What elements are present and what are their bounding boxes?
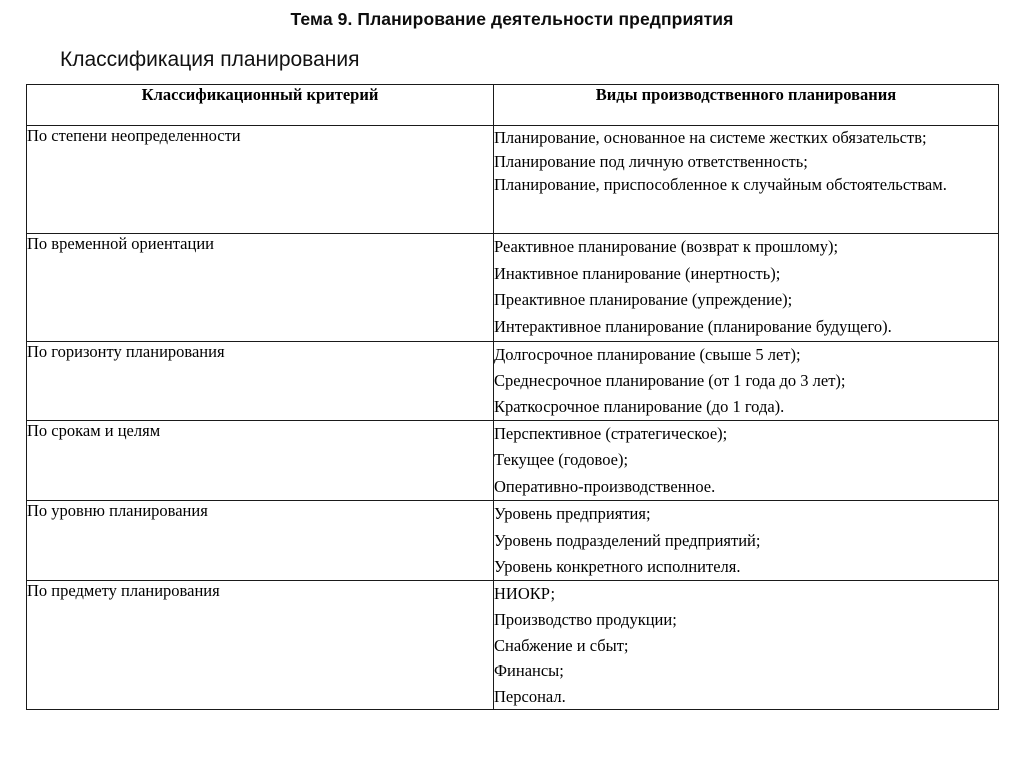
cell-criterion: По временной ориентации xyxy=(27,234,494,342)
kind-item: Уровень предприятия; xyxy=(494,504,651,524)
table-body xyxy=(27,126,999,710)
kind-item: Долгосрочное планирование (свыше 5 лет); xyxy=(494,344,801,364)
kind-item: Краткосрочное планирование (до 1 года). xyxy=(494,397,785,416)
cell-criterion: По горизонту планирования xyxy=(27,341,494,420)
page-title: Тема 9. Планирование деятельности предприятия xyxy=(290,9,734,29)
kind-item: Уровень конкретного исполнителя. xyxy=(494,557,741,577)
table-row xyxy=(27,501,999,581)
kind-item: Планирование, основанное на системе жестких обязательств; xyxy=(494,128,927,147)
kind-item: Производство продукции; xyxy=(494,609,677,629)
kind-item: Реактивное планирование (возврат к прошлому); xyxy=(494,237,839,256)
cell-kinds xyxy=(494,421,999,501)
kind-item: Текущее (годовое); xyxy=(494,450,629,470)
cell-criterion: По срокам и целям xyxy=(27,421,494,501)
kind-item: Планирование, приспособленное к случайным обстоятельствам. xyxy=(494,175,947,195)
classification-table xyxy=(26,84,999,710)
kind-item: Снабжение и сбыт; xyxy=(494,635,629,655)
table-row xyxy=(27,126,999,234)
cell-criterion: По предмету планирования xyxy=(27,581,494,710)
kind-item: Оперативно-производственное. xyxy=(494,476,716,496)
table-header-row xyxy=(27,85,999,126)
cell-kinds xyxy=(494,126,999,234)
kind-item: Финансы; xyxy=(494,661,564,681)
kind-item: Преактивное планирование (упреждение); xyxy=(494,290,793,310)
cell-criterion: По уровню планирования xyxy=(27,501,494,581)
kind-item: НИОКР; xyxy=(494,584,556,604)
cell-kinds xyxy=(494,501,999,581)
kind-item: Персонал. xyxy=(494,686,566,706)
kind-item: Интерактивное планирование (планирование будущего). xyxy=(494,317,892,337)
table-header xyxy=(27,85,999,126)
table-row xyxy=(27,341,999,420)
cell-kinds xyxy=(494,581,999,710)
column-header-kinds: Виды производственного планирования xyxy=(494,85,999,126)
kind-item: Планирование под личную ответственность; xyxy=(494,151,808,171)
kind-item: Среднесрочное планирование (от 1 года до 3 лет); xyxy=(494,370,846,390)
cell-kinds xyxy=(494,234,999,342)
cell-kinds xyxy=(494,341,999,420)
cell-criterion: По степени неопределенности xyxy=(27,126,494,234)
kind-item: Уровень подразделений предприятий; xyxy=(494,530,761,550)
table-row xyxy=(27,421,999,501)
table-row xyxy=(27,234,999,342)
page-subtitle: Классификация планирования xyxy=(60,48,360,71)
kind-item: Перспективное (стратегическое); xyxy=(494,424,728,444)
kind-item: Инактивное планирование (инертность); xyxy=(494,263,781,283)
classification-table-container xyxy=(26,84,998,710)
table-row xyxy=(27,581,999,710)
column-header-criterion: Классификационный критерий xyxy=(27,85,494,126)
